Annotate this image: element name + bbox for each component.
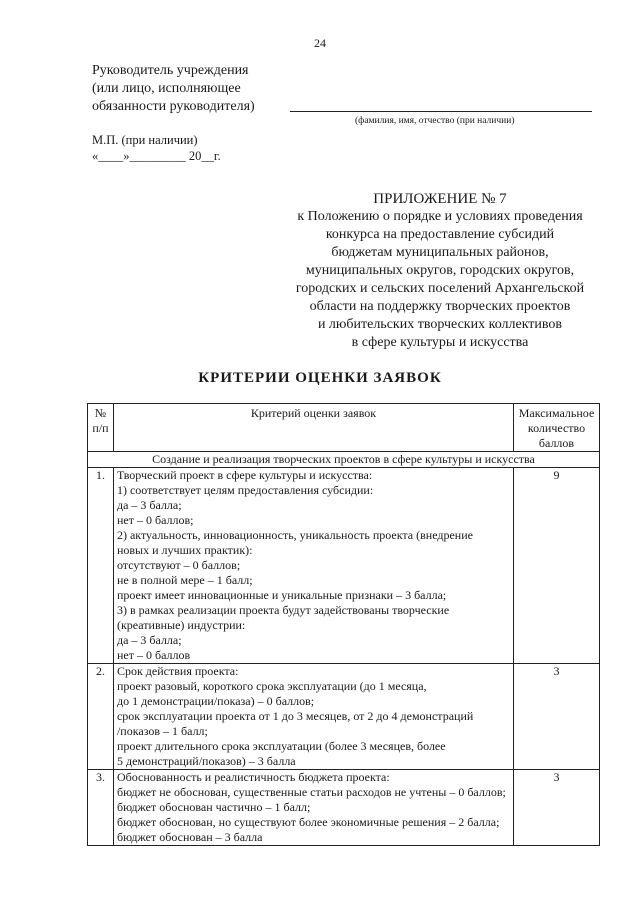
criterion-line: отсутствуют – 0 баллов; [116, 558, 241, 572]
appendix-line: конкурса на предоставление субсидий [325, 227, 555, 242]
signer-block [92, 62, 255, 116]
table-header-row [88, 404, 600, 452]
signature-line [290, 111, 592, 112]
signer-line-2: (или лицо, исполняющее [92, 81, 241, 96]
criterion-line: до 1 демонстрации/показа) – 0 баллов; [116, 694, 315, 708]
header-max [514, 404, 600, 452]
appendix-line: бюджетам муниципальных районов, [331, 245, 549, 260]
stamp-date: «____»_________ 20__г. [92, 149, 221, 163]
appendix-line: городских и сельских поселений Архангельской [295, 281, 585, 296]
signature-caption: (фамилия, имя, отчество (при наличии) [355, 116, 515, 126]
table-row [88, 664, 600, 770]
criterion-line: 1) соответствует целям предоставления субсидии: [116, 483, 374, 497]
page-number: 24 [314, 36, 326, 50]
criterion-line: проект имеет инновационные и уникальные признаки – 3 балла; [116, 588, 447, 602]
row-num: 3. [88, 770, 114, 846]
header-num-line: п/п [92, 421, 109, 435]
criterion-line: да – 3 балла; [116, 498, 182, 512]
criteria-table [87, 403, 600, 846]
criterion-line: да – 3 балла; [116, 633, 182, 647]
criterion-line: срок эксплуатации проекта от 1 до 3 месяцев, от 2 до 4 демонстраций [116, 709, 474, 723]
stamp-block [92, 132, 221, 164]
header-max-line: количество [527, 421, 586, 435]
appendix-title: ПРИЛОЖЕНИЕ № 7 [373, 191, 507, 207]
appendix-line: муниципальных округов, городских округов, [305, 263, 575, 278]
appendix-line: области на поддержку творческих проектов [309, 299, 571, 314]
criterion-line: бюджет обоснован частично – 1 балл; [116, 800, 311, 814]
table-row [88, 770, 600, 846]
criterion-line: Творческий проект в сфере культуры и искусства: [116, 468, 373, 482]
header-num-line: № [94, 406, 107, 420]
criterion-line: новых и лучших практик): [116, 543, 253, 557]
criterion-line: 5 демонстраций/показов) – 3 балла [116, 754, 296, 768]
criterion-line: /показов – 1 балл; [116, 724, 208, 738]
criterion-line: Обоснованность и реалистичность бюджета проекта: [116, 770, 390, 784]
criterion-line: нет – 0 баллов [116, 648, 191, 662]
criterion-line: Срок действия проекта: [116, 664, 239, 678]
criterion-line: нет – 0 баллов; [116, 513, 194, 527]
appendix-line: к Положению о порядке и условиях проведения [297, 209, 583, 224]
criterion-line: бюджет не обоснован, существенные статьи расходов не учтены – 0 баллов; [116, 785, 506, 799]
row-max: 3 [514, 664, 600, 770]
criterion-line: проект разовый, короткого срока эксплуатации (до 1 месяца, [116, 679, 427, 693]
row-criterion [113, 664, 513, 770]
section-title: Создание и реализация творческих проектов в сфере культуры и искусства [88, 452, 600, 468]
criterion-line: (креативные) индустрии: [116, 618, 246, 632]
row-max: 3 [514, 770, 600, 846]
table-row [88, 468, 600, 664]
header-num [88, 404, 114, 452]
appendix-block [280, 190, 600, 352]
signer-line-3: обязанности руководителя) [92, 99, 255, 114]
stamp-mp: М.П. (при наличии) [92, 133, 198, 147]
row-max: 9 [514, 468, 600, 664]
appendix-line: в сфере культуры и искусства [351, 335, 529, 350]
criterion-line: 3) в рамках реализации проекта будут задействованы творческие [116, 603, 450, 617]
row-num: 2. [88, 664, 114, 770]
criterion-line: проект длительного срока эксплуатации (более 3 месяцев, более [116, 739, 446, 753]
criterion-line: бюджет обоснован – 3 балла [116, 830, 263, 844]
header-criterion: Критерий оценки заявок [113, 404, 513, 452]
section-row [88, 452, 600, 468]
criterion-line: бюджет обоснован, но существуют более экономичные решения – 2 балла; [116, 815, 500, 829]
header-max-line: баллов [538, 436, 575, 450]
row-criterion [113, 468, 513, 664]
appendix-line: и любительских творческих коллективов [317, 317, 563, 332]
row-criterion [113, 770, 513, 846]
signer-line-1: Руководитель учреждения [92, 63, 249, 78]
criterion-line: не в полной мере – 1 балл; [116, 573, 253, 587]
row-num: 1. [88, 468, 114, 664]
criterion-line: 2) актуальность, инновационность, уникальность проекта (внедрение [116, 528, 473, 542]
document-title: КРИТЕРИИ ОЦЕНКИ ЗАЯВОК [198, 370, 442, 386]
header-max-line: Максимальное [518, 406, 595, 420]
